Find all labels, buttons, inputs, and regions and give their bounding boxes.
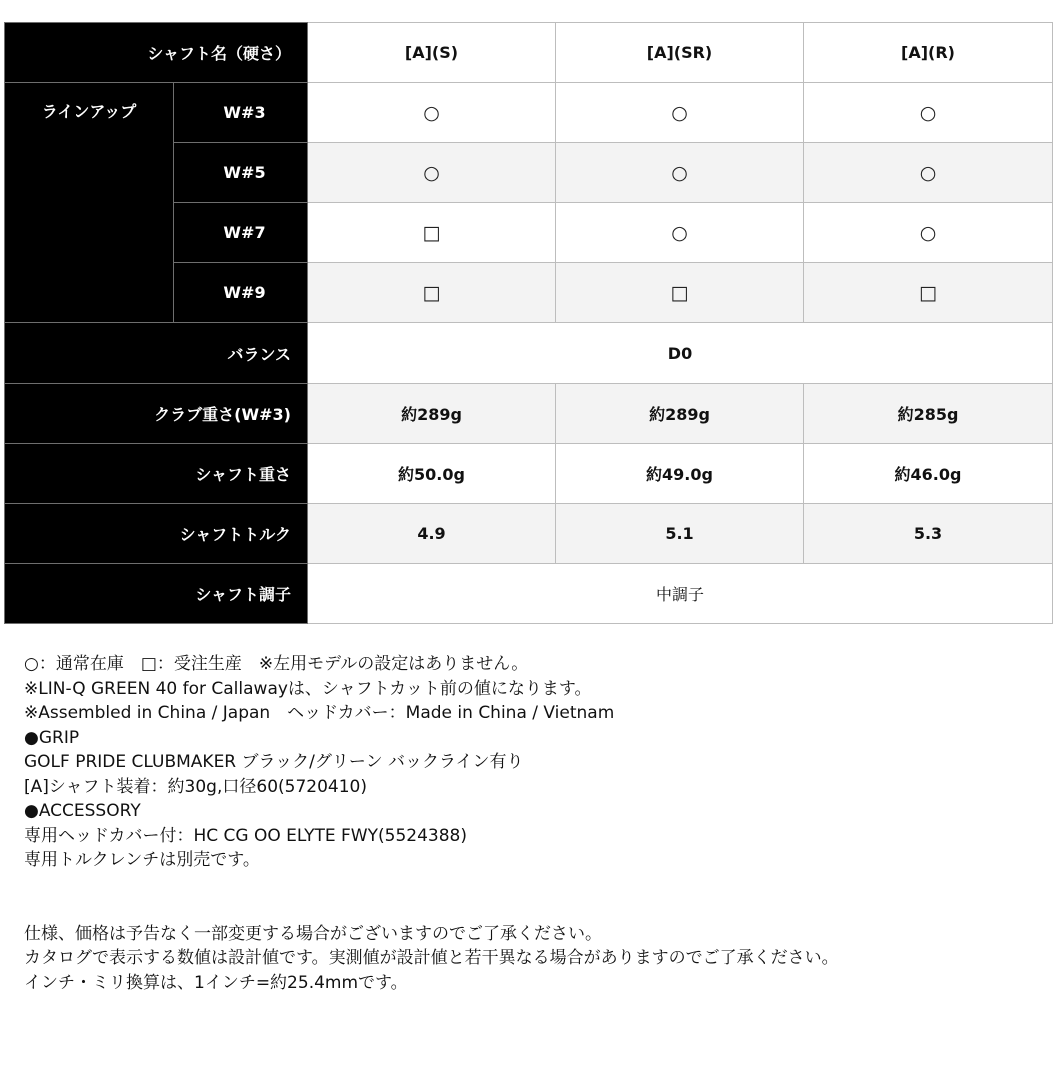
note-line: 専用トルクレンチは別売です。 <box>24 850 260 870</box>
availability-mark: ○ <box>671 101 688 124</box>
shaft-weight-label: シャフト重さ <box>5 443 308 503</box>
kick-point-value: 中調子 <box>308 563 1053 623</box>
balance-value: D0 <box>308 323 1053 383</box>
note-line: 専用ヘッドカバー付：HC CG OO ELYTE FWY(5524388) <box>24 825 467 846</box>
note-line: ※Assembled in China / Japan ヘッドカバー：Made in China / Vietnam <box>24 703 615 723</box>
lineup-row-label: W#7 <box>174 203 308 263</box>
column-header: [A](SR) <box>556 23 804 83</box>
availability-mark: □ <box>422 281 441 304</box>
club-weight-row <box>5 383 1053 443</box>
club-weight-value: 約285g <box>804 383 1053 443</box>
lineup-row-label: W#9 <box>174 263 308 323</box>
shaft-torque-value: 5.1 <box>556 503 804 563</box>
column-header: [A](S) <box>308 23 556 83</box>
note-line: ※LIN-Q GREEN 40 for Callawayは、シャフトカット前の値になります。 <box>24 678 592 699</box>
lineup-label: ラインアップ <box>5 83 174 323</box>
note-line: GOLF PRIDE CLUBMAKER ブラック/グリーン バックライン有り <box>24 752 524 772</box>
note-line: ○：通常在庫 □：受注生産 ※左用モデルの設定はありません。 <box>24 654 529 674</box>
availability-mark: ○ <box>671 221 688 244</box>
disclaimer-line: インチ・ミリ換算は、1インチ=約25.4mmです。 <box>24 972 408 993</box>
lineup-row <box>5 83 1053 143</box>
availability-mark: □ <box>422 221 441 244</box>
availability-mark: ○ <box>919 161 937 184</box>
accessory-heading: ●ACCESSORY <box>24 801 141 821</box>
kick-point-row <box>5 563 1053 623</box>
spec-table <box>4 22 1053 624</box>
club-weight-value: 約289g <box>308 383 556 443</box>
shaft-name-header: シャフト名（硬さ） <box>5 23 308 83</box>
club-weight-label: クラブ重さ(W#3) <box>5 383 308 443</box>
column-header: [A](R) <box>804 23 1053 83</box>
availability-mark: □ <box>670 281 689 304</box>
availability-mark: ○ <box>423 161 440 184</box>
shaft-torque-value: 4.9 <box>308 503 556 563</box>
shaft-weight-value: 約46.0g <box>804 443 1053 503</box>
header-row <box>5 23 1053 83</box>
club-weight-value: 約289g <box>556 383 804 443</box>
shaft-torque-label: シャフトトルク <box>5 503 308 563</box>
availability-mark: ○ <box>919 221 937 244</box>
shaft-weight-value: 約49.0g <box>556 443 804 503</box>
availability-mark: ○ <box>671 161 688 184</box>
lineup-row-label: W#5 <box>174 143 308 203</box>
shaft-weight-row <box>5 443 1053 503</box>
note-line: [A]シャフト装着：約30g,口径60(5720410) <box>24 776 367 797</box>
availability-mark: □ <box>919 281 937 304</box>
spec-notes <box>24 652 1034 995</box>
availability-mark: ○ <box>919 101 937 124</box>
lineup-row-label: W#3 <box>174 83 308 143</box>
balance-row <box>5 323 1053 383</box>
shaft-weight-value: 約50.0g <box>308 443 556 503</box>
kick-point-label: シャフト調子 <box>5 563 308 623</box>
disclaimer-line: 仕様、価格は予告なく一部変更する場合がございますのでご了承ください。 <box>24 923 602 944</box>
shaft-torque-value: 5.3 <box>804 503 1053 563</box>
grip-heading: ●GRIP <box>24 727 80 748</box>
shaft-torque-row <box>5 503 1053 563</box>
disclaimer-line: カタログで表示する数値は設計値です。実測値が設計値と若干異なる場合がありますのでご了承ください。 <box>24 948 839 968</box>
availability-mark: ○ <box>423 101 440 124</box>
balance-label: バランス <box>5 323 308 383</box>
